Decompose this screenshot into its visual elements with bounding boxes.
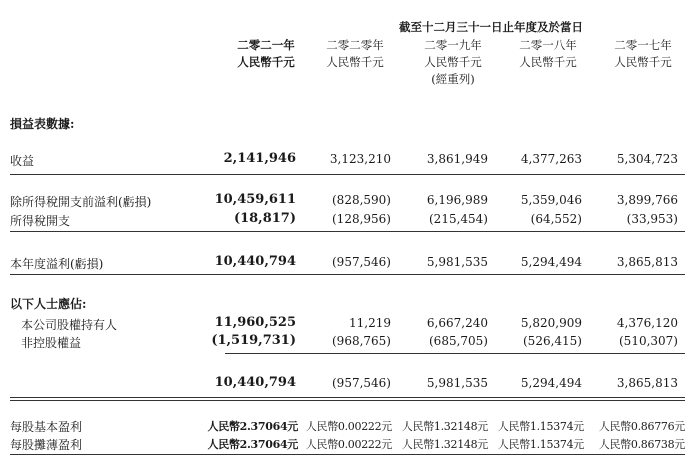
col-2019-restated-note: (經重列) bbox=[431, 72, 475, 86]
pbt-2020: (828,590) bbox=[332, 193, 391, 207]
tax-2018: (64,552) bbox=[530, 212, 582, 226]
pbt-2017: 3,899,766 bbox=[616, 193, 678, 207]
nci-2019: (685,705) bbox=[429, 334, 488, 348]
eps-diluted-2020: 人民幣0.00222元 bbox=[305, 438, 392, 451]
revenue-2018: 4,377,263 bbox=[520, 152, 582, 166]
row-label-profit-before-tax: 除所得稅開支前溢利(虧損) bbox=[10, 195, 152, 209]
eps-diluted-2021: 人民幣2.37064元 bbox=[207, 438, 298, 451]
col-2021-unit: 人民幣千元 bbox=[237, 55, 295, 69]
tax-2019: (215,454) bbox=[429, 212, 488, 226]
profit-2019: 5,981,535 bbox=[426, 255, 488, 269]
rule-after-total-1 bbox=[10, 397, 685, 398]
eps-basic-2018: 人民幣1.15374元 bbox=[497, 420, 584, 433]
col-2018-unit: 人民幣千元 bbox=[519, 55, 577, 69]
eps-basic-2020: 人民幣0.00222元 bbox=[305, 420, 392, 433]
profit-2020: (957,546) bbox=[332, 255, 391, 269]
rule-after-profit bbox=[10, 274, 685, 275]
col-2018-year: 二零一八年 bbox=[519, 38, 577, 52]
owners-2019: 6,667,240 bbox=[426, 316, 488, 330]
section-income-statement: 損益表數據: bbox=[10, 117, 75, 131]
row-label-revenue: 收益 bbox=[10, 154, 35, 168]
tax-2021: (18,817) bbox=[233, 211, 296, 226]
pbt-2019: 6,196,989 bbox=[426, 193, 488, 207]
pbt-2018: 5,359,046 bbox=[520, 193, 582, 207]
revenue-2017: 5,304,723 bbox=[616, 152, 678, 166]
rule-after-tax bbox=[10, 231, 685, 232]
nci-2018: (526,415) bbox=[523, 334, 582, 348]
total-2019: 5,981,535 bbox=[426, 376, 488, 390]
col-2021-year: 二零二一年 bbox=[237, 38, 295, 52]
row-label-eps-basic: 每股基本盈利 bbox=[10, 420, 83, 434]
section-attributable: 以下人士應佔: bbox=[10, 297, 87, 311]
rule-bottom bbox=[10, 454, 685, 455]
col-2019-unit: 人民幣千元 bbox=[424, 55, 482, 69]
profit-2021: 10,440,794 bbox=[214, 254, 296, 269]
col-2020-year: 二零二零年 bbox=[326, 38, 384, 52]
profit-2018: 5,294,494 bbox=[520, 255, 582, 269]
period-header: 截至十二月三十一日止年度及於當日 bbox=[399, 20, 583, 34]
revenue-2020: 3,123,210 bbox=[329, 152, 391, 166]
total-2017: 3,865,813 bbox=[616, 376, 678, 390]
row-label-profit-year: 本年度溢利(虧損) bbox=[10, 257, 104, 271]
revenue-2019: 3,861,949 bbox=[426, 152, 488, 166]
col-2019-year: 二零一九年 bbox=[424, 38, 482, 52]
total-2020: (957,546) bbox=[332, 376, 391, 390]
eps-basic-2019: 人民幣1.32148元 bbox=[401, 420, 488, 433]
rule-after-total-2 bbox=[10, 400, 685, 401]
eps-diluted-2019: 人民幣1.32148元 bbox=[401, 438, 488, 451]
revenue-2021: 2,141,946 bbox=[223, 151, 296, 166]
rule-after-revenue bbox=[10, 174, 685, 175]
nci-2020: (968,765) bbox=[332, 334, 391, 348]
owners-2020: 11,219 bbox=[349, 316, 391, 330]
nci-2021: (1,519,731) bbox=[211, 333, 296, 348]
profit-2017: 3,865,813 bbox=[616, 255, 678, 269]
nci-2017: (510,307) bbox=[619, 334, 678, 348]
eps-basic-2017: 人民幣0.86776元 bbox=[598, 420, 685, 433]
eps-basic-2021: 人民幣2.37064元 bbox=[207, 420, 298, 433]
owners-2018: 5,820,909 bbox=[520, 316, 582, 330]
rule-before-total bbox=[225, 353, 685, 354]
pbt-2021: 10,459,611 bbox=[214, 192, 296, 207]
owners-2021: 11,960,525 bbox=[214, 315, 296, 330]
tax-2017: (33,953) bbox=[626, 212, 678, 226]
row-label-owners: 本公司股權持有人 bbox=[21, 318, 118, 332]
col-2017-year: 二零一七年 bbox=[614, 38, 672, 52]
total-2021: 10,440,794 bbox=[214, 375, 296, 390]
col-2017-unit: 人民幣千元 bbox=[614, 55, 672, 69]
col-2020-unit: 人民幣千元 bbox=[326, 55, 384, 69]
total-2018: 5,294,494 bbox=[520, 376, 582, 390]
row-label-eps-diluted: 每股攤薄盈利 bbox=[10, 438, 83, 452]
tax-2020: (128,956) bbox=[332, 212, 391, 226]
row-label-income-tax: 所得稅開支 bbox=[10, 214, 71, 228]
owners-2017: 4,376,120 bbox=[616, 316, 678, 330]
eps-diluted-2017: 人民幣0.86738元 bbox=[598, 438, 685, 451]
eps-diluted-2018: 人民幣1.15374元 bbox=[497, 438, 584, 451]
row-label-nci: 非控股權益 bbox=[21, 336, 82, 350]
